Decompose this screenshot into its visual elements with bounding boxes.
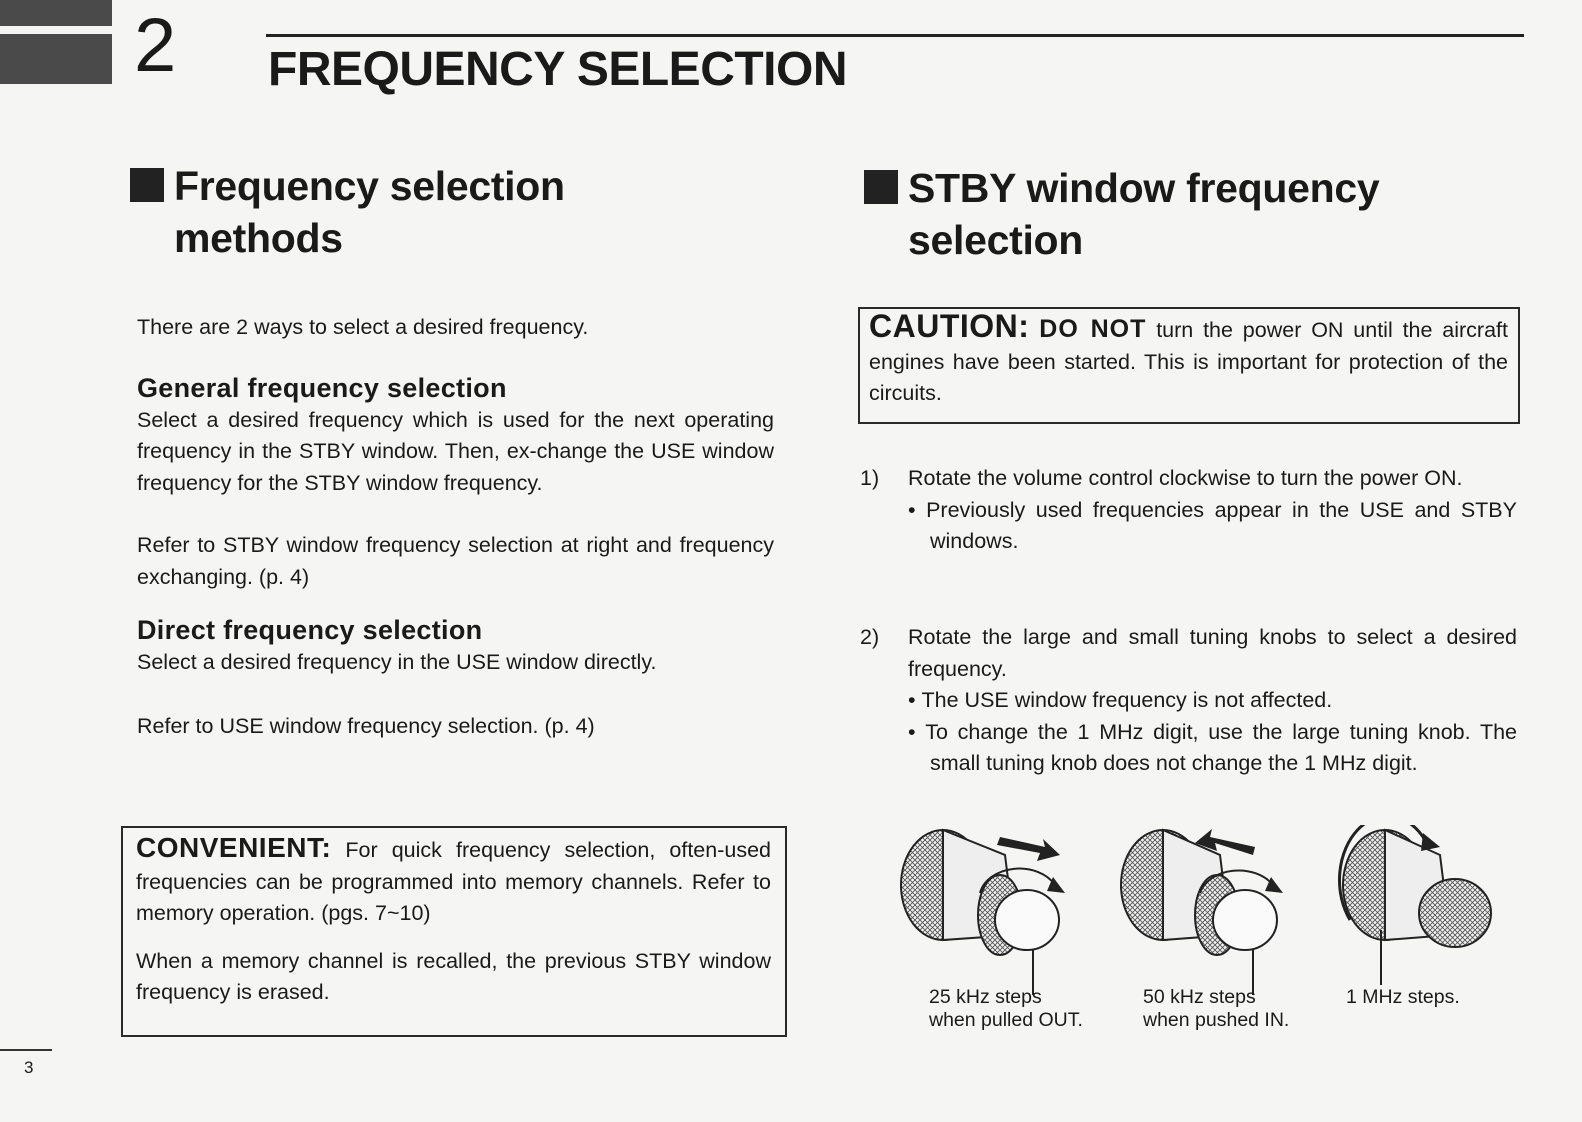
step-number: 1) (860, 466, 880, 490)
caution-text (869, 308, 1509, 410)
heading-square-icon (864, 170, 898, 204)
caption-1mhz: 1 MHz steps. (1346, 986, 1460, 1008)
header-rule (266, 34, 1524, 37)
caption-25khz: 25 kHz steps when pulled OUT. (929, 986, 1083, 1031)
step-number: 2) (860, 625, 880, 649)
direct-body: Select a desired frequency in the USE window directly. (137, 650, 657, 674)
intro-text: There are 2 ways to select a desired frequency. (137, 315, 589, 339)
section-heading-stby (864, 162, 1379, 266)
left-column (137, 312, 774, 742)
step-text: Rotate the large and small tuning knobs to select a desired frequency. (908, 625, 1517, 681)
knob-pulled-out-icon (901, 830, 1065, 995)
page-number-rule (0, 1049, 52, 1051)
caution-label: CAUTION: (869, 308, 1030, 344)
caution-box (858, 307, 1520, 424)
heading-line1: Frequency selection (174, 163, 565, 209)
general-body: Select a desired frequency which is used for the next operating frequency in the STBY window. Then, ex-change the USE window frequency for the STBY window frequency. (137, 407, 774, 495)
chapter-number: 2 (134, 3, 177, 88)
general-refer: Refer to STBY window frequency selection at right and frequency exchanging. (p. 4) (137, 533, 774, 589)
heading-square-icon (130, 168, 164, 202)
convenient-body: For quick frequency selection, often-used frequencies can be programmed into memory channels. Refer to memory operation. (pgs. 7~10) (136, 838, 771, 925)
convenient-box (121, 826, 787, 1037)
chapter-title: FREQUENCY SELECTION (268, 43, 848, 96)
heading-line2: selection (908, 217, 1084, 263)
caption-50khz: 50 kHz steps when pushed IN. (1143, 986, 1290, 1031)
caution-body: turn the power ON until the aircraft engines have been started. This is important for protection of the circuits. (869, 318, 1509, 405)
section-heading-methods (130, 160, 565, 264)
step-bullet: • The USE window frequency is not affected. (908, 688, 1333, 712)
direct-title: Direct frequency selection (137, 615, 483, 645)
convenient-note: When a memory channel is recalled, the previous STBY window frequency is erased. (136, 948, 771, 1004)
step-bullet: • Previously used frequencies appear in the USE and STBY windows. (908, 497, 1517, 553)
direct-refer: Refer to USE window frequency selection. (p. 4) (137, 713, 595, 738)
step-bullet: • To change the 1 MHz digit, use the large tuning knob. The small tuning knob does not change the 1 MHz digit. (908, 719, 1517, 775)
general-title: General frequency selection (137, 372, 507, 403)
knob-pushed-in-icon (1121, 829, 1283, 995)
do-not-text: DO NOT (1039, 315, 1147, 343)
page-number: 3 (24, 1058, 34, 1077)
chapter-tab-block (0, 0, 112, 84)
step-text: Rotate the volume control clockwise to turn the power ON. (908, 466, 1463, 490)
step-1 (860, 463, 1517, 593)
heading-line1: STBY window frequency (908, 165, 1380, 211)
knob-large-icon (1339, 825, 1491, 985)
convenient-text (136, 832, 771, 930)
heading-line2: methods (174, 215, 343, 261)
convenient-label: CONVENIENT: (136, 832, 332, 863)
step-2 (860, 622, 1517, 822)
